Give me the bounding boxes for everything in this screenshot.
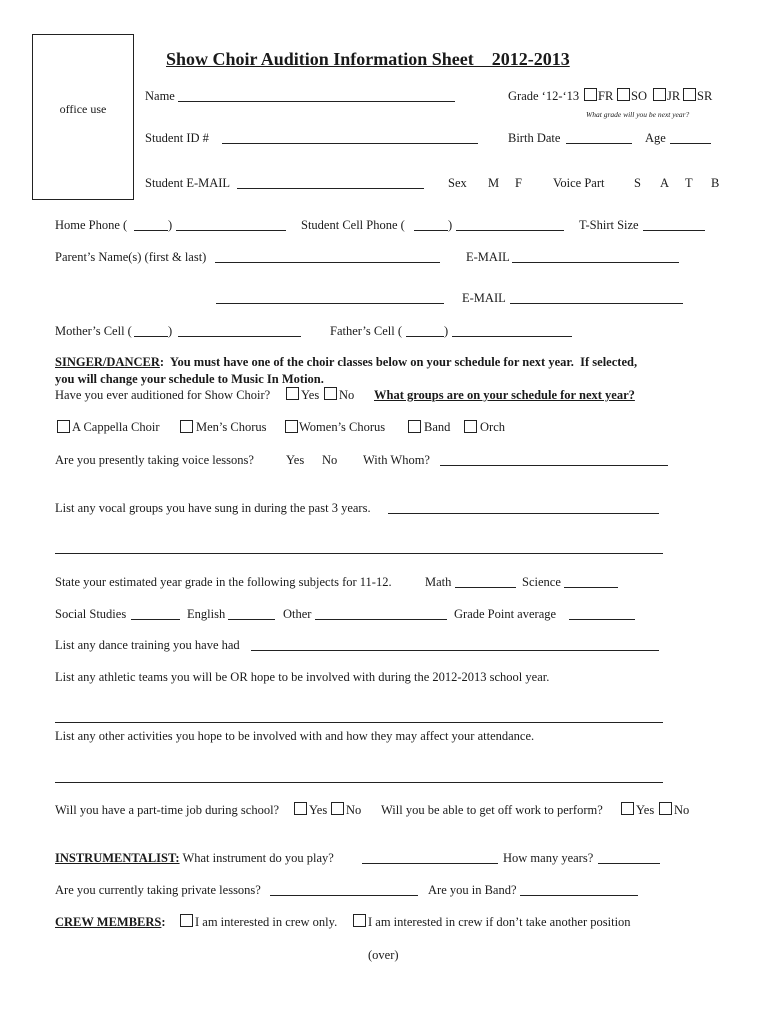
work-no-label: No xyxy=(674,803,690,817)
tshirt-size-field[interactable] xyxy=(643,230,705,231)
student-cell-close: ) xyxy=(448,218,453,232)
age-field[interactable] xyxy=(670,143,711,144)
group-band-checkbox[interactable] xyxy=(408,420,421,433)
auditioned-question: Have you ever auditioned for Show Choir? xyxy=(55,388,271,402)
fathers-cell-label: Father’s Cell ( xyxy=(330,324,402,338)
athletic-question: List any athletic teams you will be OR hope to be involved with during the 2012-2013 school year. xyxy=(55,670,550,684)
group-band-label: Band xyxy=(424,420,451,434)
gpa-field[interactable] xyxy=(569,619,635,620)
work-no-checkbox[interactable] xyxy=(659,802,672,815)
parent1-email-label: E-MAIL xyxy=(466,250,510,264)
office-use-label: office use xyxy=(59,102,107,116)
group-acappella-label: A Cappella Choir xyxy=(72,420,160,434)
crew-if-no-position-checkbox[interactable] xyxy=(353,914,366,927)
other-grade-field[interactable] xyxy=(315,619,447,620)
english-grade-field[interactable] xyxy=(228,619,275,620)
years-field[interactable] xyxy=(598,863,660,864)
office-use-box xyxy=(32,34,134,200)
grade-jr-checkbox[interactable] xyxy=(653,88,666,101)
voice-lessons-yes[interactable]: Yes xyxy=(286,453,305,467)
age-label: Age xyxy=(645,131,666,145)
social-studies-label: Social Studies xyxy=(55,607,127,621)
student-cell-label: Student Cell Phone ( xyxy=(301,218,405,232)
grade-label: Grade ‘12-‘13 xyxy=(508,89,580,103)
singer-text-2: you will change your schedule to Music In Motion. xyxy=(55,372,324,386)
crew-colon: : xyxy=(161,915,166,929)
group-mens-chorus-checkbox[interactable] xyxy=(180,420,193,433)
parent2-name-field[interactable] xyxy=(216,303,444,304)
mothers-cell-close: ) xyxy=(168,324,173,338)
grade-so-checkbox[interactable] xyxy=(617,88,630,101)
student-cell-field[interactable] xyxy=(456,230,564,231)
singer-heading: SINGER/DANCER xyxy=(55,355,160,369)
years-question: How many years? xyxy=(503,851,594,865)
sex-option-f[interactable]: F xyxy=(515,176,522,190)
voice-part-b[interactable]: B xyxy=(711,176,720,190)
grade-fr-checkbox[interactable] xyxy=(584,88,597,101)
mothers-cell-field[interactable] xyxy=(178,336,301,337)
student-email-field[interactable] xyxy=(237,188,424,189)
instrumentalist-heading: INSTRUMENTALIST: xyxy=(55,851,180,865)
work-yes-checkbox[interactable] xyxy=(621,802,634,815)
in-band-question: Are you in Band? xyxy=(428,883,517,897)
job-no-checkbox[interactable] xyxy=(331,802,344,815)
parent1-email-field[interactable] xyxy=(512,262,679,263)
student-email-label: Student E-MAIL xyxy=(145,176,231,190)
instrumentalist-section xyxy=(55,852,334,865)
home-phone-area-field[interactable] xyxy=(134,230,168,231)
with-whom-label: With Whom? xyxy=(363,453,430,467)
vocal-groups-field-2[interactable] xyxy=(55,553,663,554)
singer-text-1: : You must have one of the choir classes below on your schedule for next year. If selected, xyxy=(159,355,638,369)
auditioned-no-label: No xyxy=(339,388,355,402)
parents-name-label: Parent’s Name(s) (first & last) xyxy=(55,250,207,264)
mothers-cell-area-field[interactable] xyxy=(134,336,168,337)
gpa-label: Grade Point average xyxy=(454,607,557,621)
crew-only-label: I am interested in crew only. xyxy=(195,915,338,929)
voice-part-t[interactable]: T xyxy=(685,176,693,190)
group-orch-label: Orch xyxy=(480,420,505,434)
parent1-name-field[interactable] xyxy=(215,262,440,263)
vocal-groups-question: List any vocal groups you have sung in during the past 3 years. xyxy=(55,501,371,515)
group-orch-checkbox[interactable] xyxy=(464,420,477,433)
instrument-question: What instrument do you play? xyxy=(179,851,334,865)
auditioned-no-checkbox[interactable] xyxy=(324,387,337,400)
crew-section xyxy=(55,916,166,929)
voice-part-a[interactable]: A xyxy=(660,176,670,190)
activities-field[interactable] xyxy=(55,782,663,783)
mothers-cell-label: Mother’s Cell ( xyxy=(55,324,132,338)
voice-lessons-no[interactable]: No xyxy=(322,453,338,467)
instrument-field[interactable] xyxy=(362,863,498,864)
parent2-email-label: E-MAIL xyxy=(462,291,506,305)
fathers-cell-field[interactable] xyxy=(452,336,572,337)
grades-intro: State your estimated year grade in the following subjects for 11-12. xyxy=(55,575,392,589)
job-no-label: No xyxy=(346,803,362,817)
page-title: Show Choir Audition Information Sheet 2012-2013 xyxy=(166,49,570,69)
sex-option-m[interactable]: M xyxy=(488,176,500,190)
science-label: Science xyxy=(522,575,561,589)
group-womens-chorus-checkbox[interactable] xyxy=(285,420,298,433)
vocal-groups-field[interactable] xyxy=(388,513,659,514)
auditioned-yes-label: Yes xyxy=(301,388,320,402)
science-grade-field[interactable] xyxy=(564,587,618,588)
job-yes-label: Yes xyxy=(309,803,328,817)
grade-sr-label: SR xyxy=(697,89,713,103)
student-cell-area-field[interactable] xyxy=(414,230,448,231)
grade-jr-label: JR xyxy=(667,89,681,103)
page-footer-over: (over) xyxy=(368,948,399,962)
name-label: Name xyxy=(145,89,175,103)
grade-fr-label: FR xyxy=(598,89,614,103)
home-phone-close: ) xyxy=(168,218,173,232)
in-band-field[interactable] xyxy=(520,895,638,896)
group-mens-chorus-label: Men’s Chorus xyxy=(196,420,267,434)
athletic-field[interactable] xyxy=(55,722,663,723)
home-phone-field[interactable] xyxy=(176,230,286,231)
voice-lessons-question: Are you presently taking voice lessons? xyxy=(55,453,254,467)
dance-training-question: List any dance training you have had xyxy=(55,638,240,652)
sex-label: Sex xyxy=(448,176,467,190)
work-question: Will you be able to get off work to perform? xyxy=(381,803,603,817)
fathers-cell-area-field[interactable] xyxy=(406,336,444,337)
auditioned-yes-checkbox[interactable] xyxy=(286,387,299,400)
private-lessons-field[interactable] xyxy=(270,895,418,896)
name-field[interactable] xyxy=(178,101,455,102)
job-yes-checkbox[interactable] xyxy=(294,802,307,815)
private-lessons-question: Are you currently taking private lessons? xyxy=(55,883,261,897)
tshirt-size-label: T-Shirt Size xyxy=(579,218,639,232)
crew-only-checkbox[interactable] xyxy=(180,914,193,927)
math-grade-field[interactable] xyxy=(455,587,516,588)
birth-date-field[interactable] xyxy=(566,143,632,144)
social-studies-grade-field[interactable] xyxy=(131,619,180,620)
student-id-label: Student ID # xyxy=(145,131,209,145)
singer-section xyxy=(55,356,637,369)
voice-part-s[interactable]: S xyxy=(634,176,641,190)
crew-heading: CREW MEMBERS xyxy=(55,915,162,929)
dance-training-field[interactable] xyxy=(251,650,659,651)
student-id-field[interactable] xyxy=(222,143,478,144)
fathers-cell-close: ) xyxy=(444,324,449,338)
home-phone-label: Home Phone ( xyxy=(55,218,128,232)
grade-sr-checkbox[interactable] xyxy=(683,88,696,101)
voice-part-label: Voice Part xyxy=(553,176,605,190)
parent2-email-field[interactable] xyxy=(510,303,683,304)
grade-so-label: SO xyxy=(631,89,647,103)
work-yes-label: Yes xyxy=(636,803,655,817)
english-label: English xyxy=(187,607,226,621)
birth-date-label: Birth Date xyxy=(508,131,561,145)
with-whom-field[interactable] xyxy=(440,465,668,466)
group-acappella-checkbox[interactable] xyxy=(57,420,70,433)
other-label: Other xyxy=(283,607,312,621)
activities-question: List any other activities you hope to be involved with and how they may affect your attendance. xyxy=(55,729,535,743)
grade-hint: What grade will you be next year? xyxy=(586,110,690,119)
groups-question: What groups are on your schedule for next year? xyxy=(374,388,635,402)
math-label: Math xyxy=(425,575,452,589)
job-question: Will you have a part-time job during school? xyxy=(55,803,280,817)
group-womens-chorus-label: Women’s Chorus xyxy=(299,420,386,434)
crew-if-no-position-label: I am interested in crew if don’t take another position xyxy=(368,915,631,929)
